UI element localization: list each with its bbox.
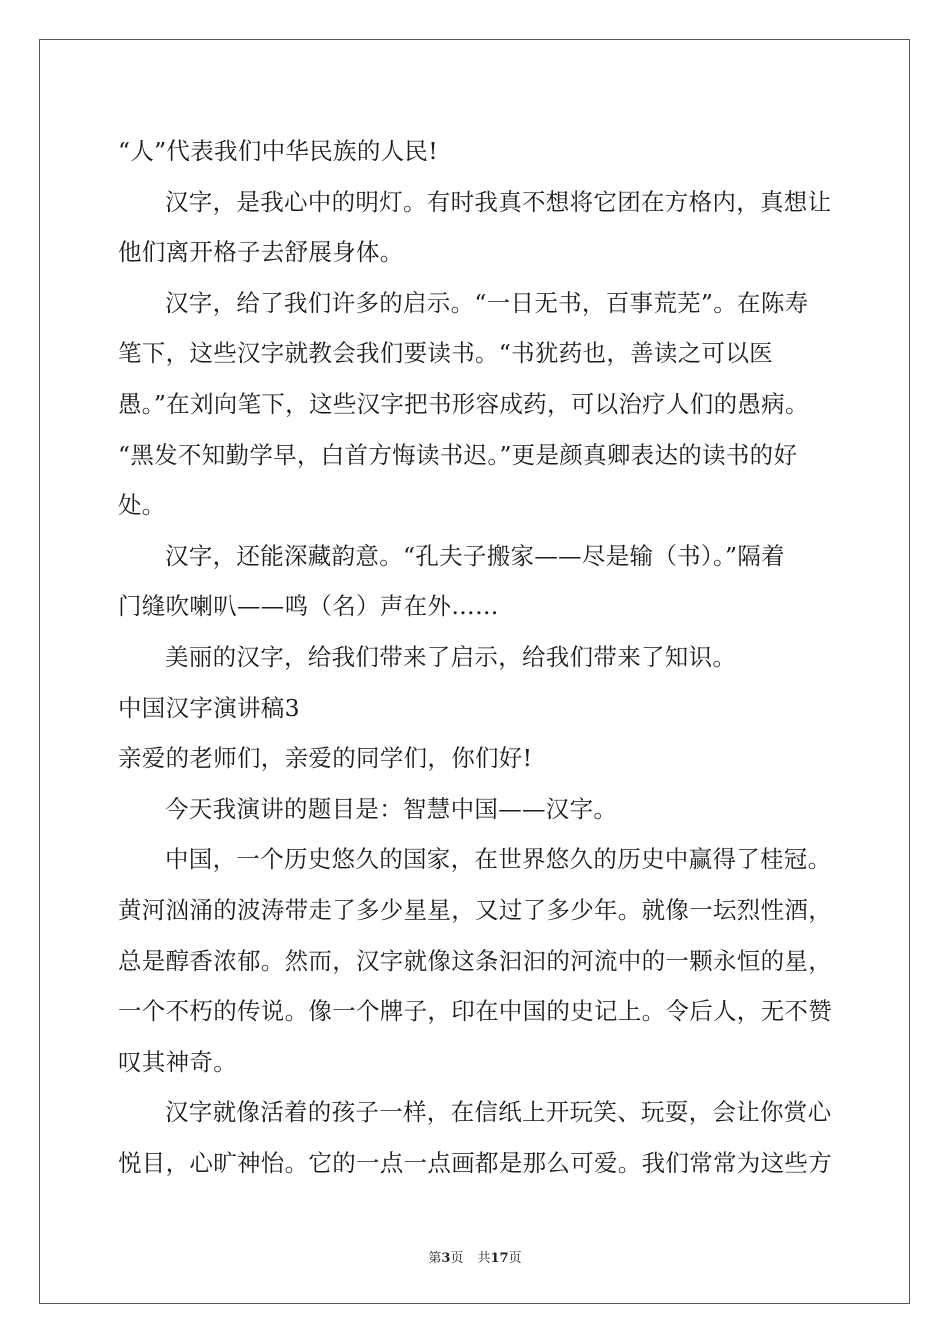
text-line: 门缝吹喇叭——鸣（名）声在外…… — [118, 592, 499, 621]
total-suffix: 页 — [508, 1251, 522, 1266]
text-line: 汉字就像活着的孩子一样，在信纸上开玩笑、玩耍，会让你赏心 — [165, 1098, 832, 1127]
text-line: 汉字，还能深藏韵意。“孔夫子搬家——尽是输（书）。”隔着 — [165, 541, 785, 570]
text-line: 中国，一个历史悠久的国家，在世界悠久的历史中赢得了桂冠。 — [165, 845, 832, 874]
page-footer — [0, 1247, 950, 1266]
text-line: 悦目，心旷神怡。它的一点一点画都是那么可爱。我们常常为这些方 — [118, 1148, 832, 1177]
section-heading: 中国汉字演讲稿3 — [118, 693, 300, 722]
page-number: 3 — [441, 1251, 451, 1266]
text-line: 叹其神奇。 — [118, 1047, 237, 1076]
page-suffix: 页 — [450, 1251, 464, 1266]
text-line: “人”代表我们中华民族的人民! — [118, 137, 438, 165]
text-line: 汉字，给了我们许多的启示。“一日无书，百事荒芜”。在陈寿 — [165, 288, 809, 317]
text-line: 今天我演讲的题目是：智慧中国——汉字。 — [165, 794, 618, 823]
total-prefix: 共 — [477, 1251, 491, 1266]
text-line: 总是醇香浓郁。然而，汉字就像这条汩汩的河流中的一颗永恒的星， — [118, 946, 832, 975]
text-line: 处。 — [118, 491, 166, 520]
page-prefix: 第 — [428, 1251, 442, 1266]
text-line: 汉字，是我心中的明灯。有时我真不想将它团在方格内，真想让 — [165, 187, 832, 216]
total-pages: 17 — [490, 1251, 509, 1266]
text-line: “黑发不知勤学早，白首方悔读书迟。”更是颜真卿表达的读书的好 — [118, 440, 798, 469]
text-line: 愚。”在刘向笔下，这些汉字把书形容成药，可以治疗人们的愚病。 — [118, 389, 809, 418]
text-line: 黄河汹涌的波涛带走了多少星星，又过了多少年。就像一坛烈性酒， — [118, 895, 832, 924]
text-line: 美丽的汉字，给我们带来了启示，给我们带来了知识。 — [165, 642, 737, 671]
text-line: 他们离开格子去舒展身体。 — [118, 238, 404, 267]
text-line: 笔下，这些汉字就教会我们要读书。“书犹药也，善读之可以医 — [118, 339, 773, 368]
text-line: 亲爱的老师们，亲爱的同学们，你们好! — [118, 744, 533, 773]
text-line: 一个不朽的传说。像一个牌子，印在中国的史记上。令后人，无不赞 — [118, 997, 832, 1026]
document-body — [118, 126, 834, 1188]
